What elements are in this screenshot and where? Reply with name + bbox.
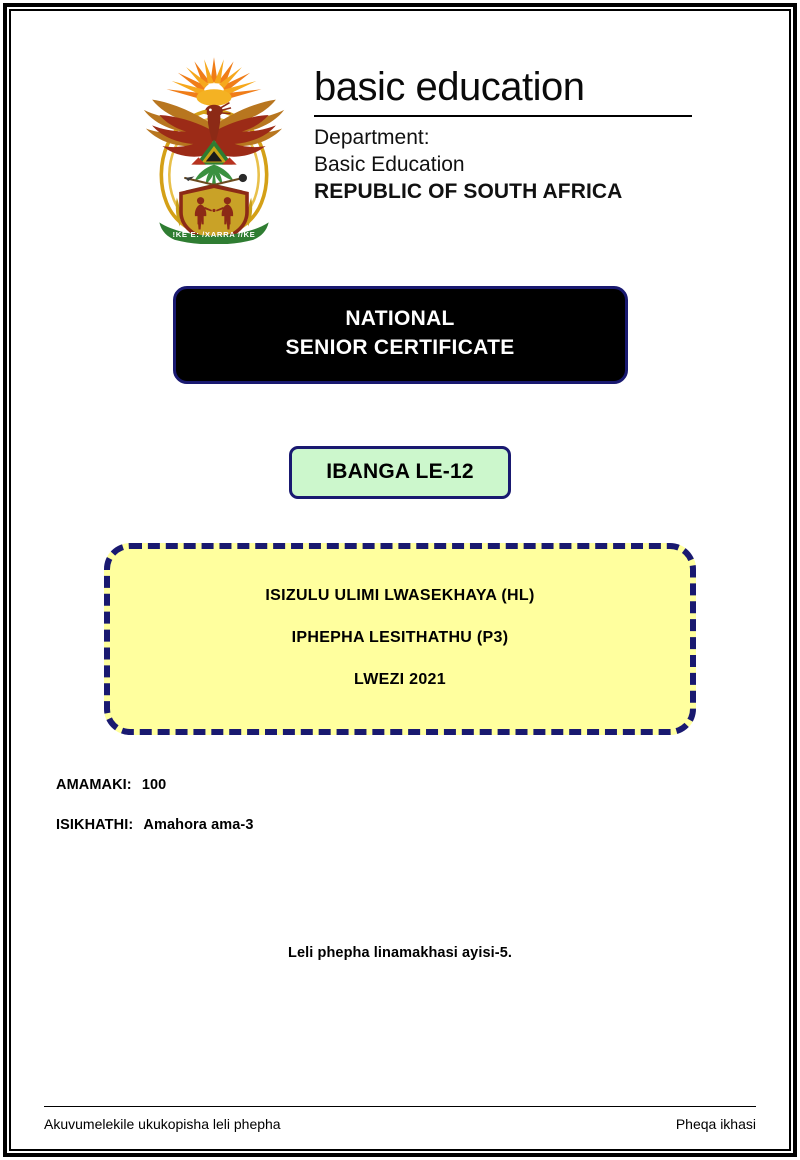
coat-of-arms-icon	[136, 48, 292, 244]
certificate-banner	[173, 286, 628, 384]
certificate-banner-wrap	[44, 286, 756, 384]
subject-box-wrap	[44, 543, 756, 735]
page-footer	[14, 1106, 786, 1146]
wordmark-country: REPUBLIC OF SOUTH AFRICA	[314, 179, 623, 203]
page-count-note: Leli phepha linamakhasi ayisi-5.	[287, 944, 512, 961]
wordmark-department-name: Basic Education	[314, 152, 465, 176]
wordmark-divider	[314, 115, 692, 117]
grade-badge-label: IBANGA LE-12	[326, 459, 474, 483]
grade-badge	[289, 446, 510, 499]
department-header	[44, 14, 756, 244]
wordmark-title: basic education	[314, 65, 585, 109]
department-wordmark	[314, 44, 692, 206]
marks-row	[56, 777, 756, 793]
wordmark-department-label: Department:	[314, 126, 430, 149]
time-value: Amahora ama-3	[143, 816, 254, 833]
marks-value: 100	[141, 776, 167, 793]
subject-name: ISIZULU ULIMI LWASEKHAYA (HL)	[265, 586, 535, 604]
page-content	[14, 14, 786, 1146]
time-row	[56, 817, 756, 833]
grade-badge-wrap	[44, 446, 756, 499]
subject-exam-session: LWEZI 2021	[354, 670, 446, 688]
subject-box	[104, 543, 696, 735]
time-label: ISIKHATHI:	[56, 816, 134, 833]
certificate-banner-line2: SENIOR CERTIFICATE	[285, 335, 515, 359]
certificate-banner-line1: NATIONAL	[345, 307, 455, 330]
marks-label: AMAMAKI:	[56, 776, 132, 793]
exam-meta	[44, 777, 756, 833]
copyright-notice: Akuvumelekile ukukopisha leli phepha	[44, 1116, 281, 1132]
svg-text:!KE E: /XARRA //KE: !KE E: /XARRA //KE	[172, 229, 256, 239]
turn-over-note: Pheqa ikhasi	[675, 1116, 756, 1132]
footer-divider	[44, 1106, 756, 1107]
subject-paper: IPHEPHA LESITHATHU (P3)	[291, 628, 509, 646]
